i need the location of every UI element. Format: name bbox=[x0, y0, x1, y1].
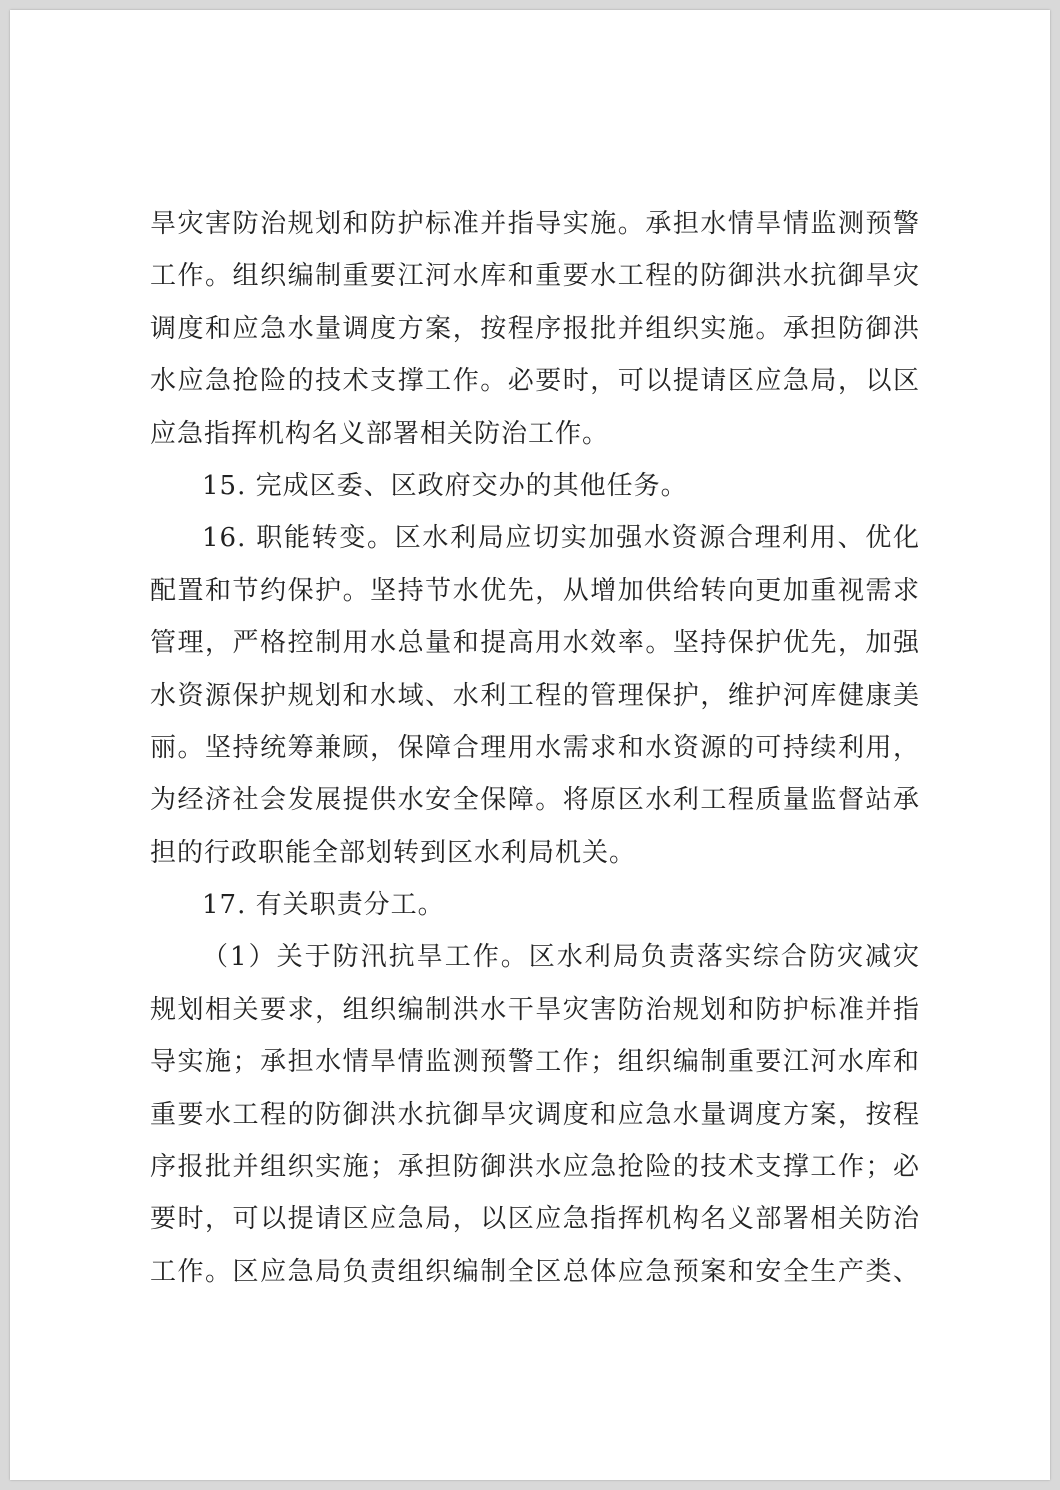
item-15: 15. 完成区委、区政府交办的其他任务。 bbox=[202, 470, 688, 501]
text-line: 序报批并组织实施；承担防御洪水应急抢险的技术支撑工作；必 bbox=[150, 1152, 920, 1183]
text-line: 丽。坚持统筹兼顾，保障合理用水需求和水资源的可持续利用， bbox=[150, 732, 920, 763]
text-line: 水资源保护规划和水域、水利工程的管理保护，维护河库健康美 bbox=[150, 680, 920, 711]
text-line: 要时，可以提请区应急局，以区应急指挥机构名义部署相关防治 bbox=[150, 1204, 920, 1235]
item-16: 16. 职能转变。区水利局应切实加强水资源合理利用、优化 bbox=[202, 523, 920, 554]
text-line: 规划相关要求，组织编制洪水干旱灾害防治规划和防护标准并指 bbox=[150, 994, 920, 1025]
body-text bbox=[150, 198, 920, 1298]
text-line: 导实施；承担水情旱情监测预警工作；组织编制重要江河水库和 bbox=[150, 1047, 920, 1078]
text-line: 调度和应急水量调度方案，按程序报批并组织实施。承担防御洪 bbox=[150, 313, 920, 344]
text-line: 应急指挥机构名义部署相关防治工作。 bbox=[150, 418, 610, 449]
text-line: 担的行政职能全部划转到区水利局机关。 bbox=[150, 837, 637, 868]
item-17: 17. 有关职责分工。 bbox=[202, 890, 445, 921]
text-line: 工作。组织编制重要江河水库和重要水工程的防御洪水抗御旱灾 bbox=[150, 261, 920, 292]
text-line: 配置和节约保护。坚持节水优先，从增加供给转向更加重视需求 bbox=[150, 575, 920, 606]
text-line: 旱灾害防治规划和防护标准并指导实施。承担水情旱情监测预警 bbox=[150, 209, 920, 239]
text-line: 水应急抢险的技术支撑工作。必要时，可以提请区应急局，以区 bbox=[150, 366, 920, 397]
text-line: 管理，严格控制用水总量和提高用水效率。坚持保护优先，加强 bbox=[150, 628, 920, 659]
sub-item-1: （1）关于防汛抗旱工作。区水利局负责落实综合防灾减灾 bbox=[202, 942, 920, 973]
document-page bbox=[10, 10, 1050, 1480]
text-line: 重要水工程的防御洪水抗御旱灾调度和应急水量调度方案，按程 bbox=[150, 1099, 920, 1130]
text-line: 工作。区应急局负责组织编制全区总体应急预案和安全生产类、 bbox=[150, 1256, 920, 1287]
text-line: 为经济社会发展提供水安全保障。将原区水利工程质量监督站承 bbox=[150, 785, 920, 816]
